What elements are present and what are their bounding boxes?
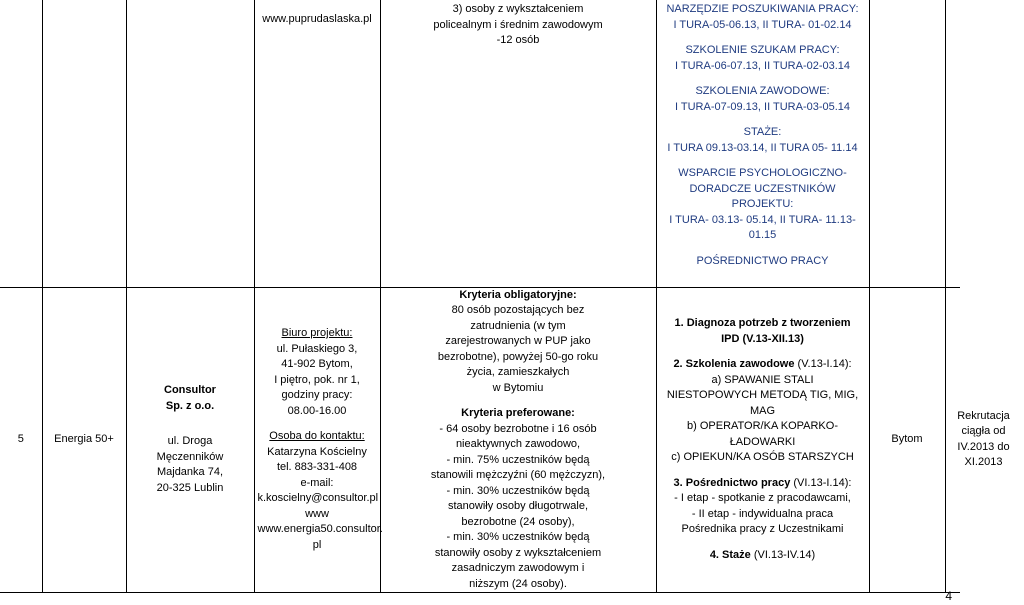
target-line: 3) osoby z wykształceniem xyxy=(452,3,584,15)
org-address: ul. Droga xyxy=(167,435,213,448)
form-item-dates: (VI.13-I.14): xyxy=(790,476,852,489)
preferred-line: stanowiły osoby długotrwale, xyxy=(447,500,589,512)
website-link[interactable]: www.energia50.consultor. xyxy=(257,523,383,536)
org-name: Consultor xyxy=(164,384,216,397)
preferred-line: niższym (24 osoby). xyxy=(469,577,567,590)
form-item-title: 4. Staże xyxy=(709,548,751,561)
contact-cell xyxy=(254,287,383,593)
form-dates: I TURA 09.13-03.14, II TURA 05- 11.14 xyxy=(667,141,858,154)
website-cell xyxy=(254,0,380,287)
email-link[interactable]: k.koscielny@consultor.pl xyxy=(257,492,379,505)
form-label: NARZĘDZIE POSZUKIWANIA PRACY: xyxy=(666,3,859,15)
form-item-line: NIESTOPOWYCH METODĄ TIG, MIG, xyxy=(666,389,859,402)
preferred-line: - min. 75% uczestników będą xyxy=(446,453,590,466)
form-label: SZKOLENIE SZUKAM PRACY: xyxy=(685,44,840,56)
office-line: 08.00-16.00 xyxy=(287,404,347,417)
recruitment-line: ciągła od xyxy=(961,425,1006,438)
org-name: Sp. z o.o. xyxy=(165,399,215,412)
recruitment-cell xyxy=(945,287,1010,593)
org-address: 20-325 Lublin xyxy=(156,481,224,494)
form-label: STAŻE: xyxy=(743,126,782,138)
preferred-line: stanowiły osoby z wykształceniem xyxy=(434,546,602,559)
office-label: Biuro projektu: xyxy=(281,327,353,340)
preferred-line: - 64 osoby bezrobotne i 16 osób xyxy=(439,422,597,435)
org-address: Majdanka 74, xyxy=(156,466,224,479)
target-group-cell xyxy=(380,0,656,287)
criteria-title: Kryteria obligatoryjne: xyxy=(459,288,577,301)
form-dates: I TURA-06-07.13, II TURA-02-03.14 xyxy=(674,59,851,72)
location-cell: Bytom xyxy=(869,287,945,593)
criteria-line: bezrobotne), powyżej 50-go roku xyxy=(437,350,599,363)
criteria-line: zatrudnienia (w tym xyxy=(470,319,566,332)
page-number: 4 xyxy=(945,589,952,603)
form-label: WSPARCIE PSYCHOLOGICZNO- xyxy=(678,167,847,179)
contact-label: Osoba do kontaktu: xyxy=(269,430,365,443)
form-item-line: b) OPERATOR/KA KOPARKO- xyxy=(687,420,838,433)
criteria-cell xyxy=(380,287,656,593)
form-label: SZKOLENIA ZAWODOWE: xyxy=(695,85,830,97)
criteria-line: zarejestrowanych w PUP jako xyxy=(445,335,591,347)
office-line: ul. Pułaskiego 3, xyxy=(276,342,358,355)
form-item-line: - I etap - spotkanie z pracodawcami, xyxy=(674,492,851,505)
organizer-cell xyxy=(126,287,254,593)
form-item-title: 2. Szkolenia zawodowe xyxy=(673,358,795,371)
form-dates: I TURA-05-06.13, II TURA- 01-02.14 xyxy=(673,18,852,31)
office-line: godziny pracy: xyxy=(281,389,353,402)
form-item-title: 1. Diagnoza potrzeb z tworzeniem xyxy=(674,317,851,330)
form-item-line: Pośrednika pracy z Uczestnikami xyxy=(681,523,844,536)
form-item-sub: IPD (V.13-XII.13) xyxy=(721,332,804,345)
form-dates: 01.15 xyxy=(748,229,777,241)
preferred-title: Kryteria preferowane: xyxy=(461,407,575,419)
form-item-line: MAG xyxy=(749,404,776,417)
recruitment-line: XI.2013 xyxy=(964,456,1003,469)
preferred-line: - min. 30% uczestników będą xyxy=(446,484,590,497)
form-item-line: ŁADOWARKI xyxy=(729,435,796,448)
forms-support-cell xyxy=(656,287,869,593)
form-item-line: c) OPIEKUN/KA OSÓB STARSZYCH xyxy=(671,451,854,464)
target-line: -12 osób xyxy=(496,34,540,46)
contact-line: tel. 883-331-408 xyxy=(276,461,358,474)
target-line: policealnym i średnim zawodowym xyxy=(433,18,603,31)
form-item-line: - II etap - indywidualna praca xyxy=(691,507,834,520)
criteria-line: 80 osób pozostających bez xyxy=(451,304,585,316)
website-link[interactable]: pl xyxy=(312,538,322,551)
top-row xyxy=(0,0,960,287)
form-label: DORADCZE UCZESTNIKÓW xyxy=(689,182,836,195)
office-line: 41-902 Bytom, xyxy=(281,358,353,371)
preferred-line: nieaktywnych zawodowo, xyxy=(455,438,581,450)
criteria-line: w Bytomiu xyxy=(492,381,544,394)
form-item-line: a) SPAWANIE STALI xyxy=(711,373,814,386)
preferred-line: bezrobotne (24 osoby), xyxy=(461,515,575,528)
form-label: POŚREDNICTWO PRACY xyxy=(696,254,829,267)
recruitment-line: Rekrutacja xyxy=(957,409,1010,422)
row-number: 5 xyxy=(0,287,42,593)
form-label: PROJEKTU: xyxy=(731,198,794,210)
forms-cell xyxy=(656,0,869,287)
table-row xyxy=(0,287,960,593)
form-item-title: 3. Pośrednictwo pracy xyxy=(673,476,791,489)
preferred-line: - min. 30% uczestników będą xyxy=(446,531,590,543)
form-dates: I TURA-07-09.13, II TURA-03-05.14 xyxy=(674,100,851,113)
form-item-dates: (V.13-I.14): xyxy=(794,358,852,371)
org-address: Męczenników xyxy=(156,450,224,463)
contact-line: e-mail: xyxy=(300,476,334,489)
project-name: Energia 50+ xyxy=(42,287,126,593)
office-line: I piętro, pok. nr 1, xyxy=(274,373,360,386)
form-item-dates: (VI.13-IV.14) xyxy=(750,548,816,561)
website-text: www.pupr​udaslaska.pl xyxy=(262,13,372,25)
preferred-line: zasadniczym zawodowym i xyxy=(451,562,585,574)
preferred-line: stanowili mężczyźni (60 mężczyzn), xyxy=(430,469,606,481)
form-dates: I TURA- 03.13- 05.14, II TURA- 11.13- xyxy=(669,213,856,226)
recruitment-line: IV.2013 do xyxy=(957,440,1010,453)
criteria-line: życia, zamieszkałych xyxy=(466,366,570,378)
contact-line: Katarzyna Kościelny xyxy=(267,445,367,458)
contact-line: www xyxy=(305,507,329,520)
